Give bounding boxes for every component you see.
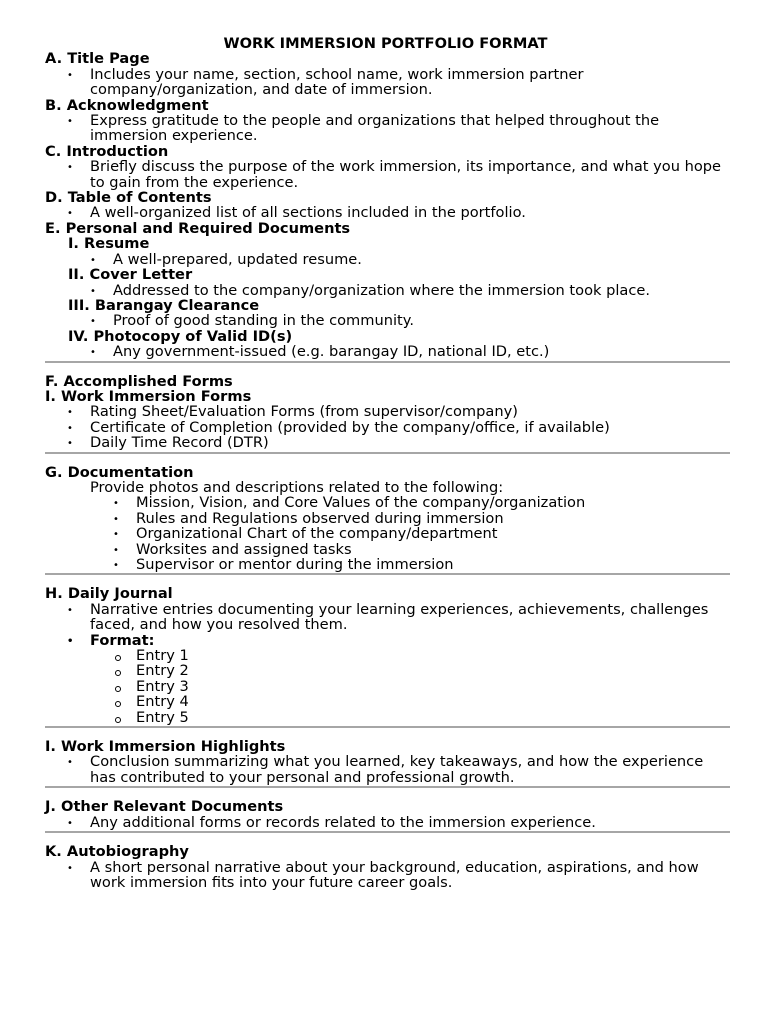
journal-entry: Entry 4: [45, 694, 724, 709]
section-b-list: [45, 113, 724, 144]
list-item: • Supervisor or mentor during the immersion: [45, 557, 724, 572]
section-divider: [45, 452, 730, 454]
section-a-list: [45, 67, 724, 98]
journal-entry: Entry 3: [45, 679, 724, 694]
section-divider: [45, 831, 730, 833]
list-item: • A well-organized list of all sections included in the portfolio.: [45, 205, 724, 220]
section-b-heading: B. Acknowledgment: [45, 96, 209, 114]
format-label: • Format:: [45, 633, 724, 648]
list-item: • Briefly discuss the purpose of the work immersion, its importance, and what you hope to gain from the experience.: [45, 159, 724, 190]
section-h-heading: H. Daily Journal: [45, 585, 173, 603]
section-divider: [45, 786, 730, 788]
list-item: • Rating Sheet/Evaluation Forms (from supervisor/company): [45, 404, 724, 419]
journal-entry: Entry 2: [45, 663, 724, 678]
section-e-sub-heading: III. Barangay Clearance: [68, 296, 260, 314]
section-g-intro: Provide photos and descriptions related to the following:: [90, 478, 504, 496]
list-item: • Addressed to the company/organization where the immersion took place.: [45, 283, 724, 298]
list-item: • Proof of good standing in the community.: [45, 313, 724, 328]
section-f-list: [45, 404, 724, 450]
journal-entries-list: [45, 648, 724, 725]
list-item: • Mission, Vision, and Core Values of the company/organization: [45, 495, 724, 510]
section-f-sub-heading: I. Work Immersion Forms: [45, 387, 252, 405]
section-e-sub-list: [45, 283, 724, 298]
document-title: WORK IMMERSION PORTFOLIO FORMAT: [223, 35, 548, 52]
section-i-heading: I. Work Immersion Highlights: [45, 738, 286, 756]
section-c-list: [45, 159, 724, 190]
list-item: • Narrative entries documenting your learning experiences, achievements, challenges faced, and how you resolved them.: [45, 602, 724, 633]
section-a-heading: A. Title Page: [45, 50, 150, 68]
list-item: • Worksites and assigned tasks: [45, 542, 724, 557]
section-f-heading: F. Accomplished Forms: [45, 372, 233, 390]
list-item: • Express gratitude to the people and organizations that helped throughout the immersion experience.: [45, 113, 724, 144]
journal-entry: Entry 5: [45, 710, 724, 725]
section-d-list: [45, 205, 724, 220]
section-e-heading: E. Personal and Required Documents: [45, 219, 351, 237]
section-e-sub-list: [45, 313, 724, 328]
section-divider: [45, 726, 730, 728]
section-j-list: [45, 815, 724, 830]
list-item: • Daily Time Record (DTR): [45, 435, 724, 450]
list-item: • Includes your name, section, school name, work immersion partner company/organization, and date of immersion.: [45, 67, 724, 98]
section-divider: [45, 361, 730, 363]
section-j-heading: J. Other Relevant Documents: [45, 798, 284, 816]
list-item: • A short personal narrative about your background, education, aspirations, and how work immersion fits into your future career goals.: [45, 860, 724, 891]
section-c-heading: C. Introduction: [45, 142, 169, 160]
section-h-list: [45, 602, 724, 648]
section-e-sub-heading: I. Resume: [68, 235, 150, 253]
list-item: • A well-prepared, updated resume.: [45, 252, 724, 267]
section-i-list: [45, 754, 724, 785]
section-k-list: [45, 860, 724, 891]
section-e-sub-heading: II. Cover Letter: [68, 266, 193, 284]
list-item: • Any additional forms or records related to the immersion experience.: [45, 815, 724, 830]
section-e-sub-heading: IV. Photocopy of Valid ID(s): [68, 327, 293, 345]
list-item: • Organizational Chart of the company/department: [45, 526, 724, 541]
journal-entry: Entry 1: [45, 648, 724, 663]
section-e-sub-list: [45, 344, 724, 359]
section-e-sub-list: [45, 252, 724, 267]
section-g-list: [45, 495, 724, 572]
list-item: • Any government-issued (e.g. barangay ID, national ID, etc.): [45, 344, 724, 359]
section-d-heading: D. Table of Contents: [45, 189, 212, 207]
section-g-heading: G. Documentation: [45, 463, 194, 481]
section-k-heading: K. Autobiography: [45, 843, 189, 861]
list-item: • Certificate of Completion (provided by the company/office, if available): [45, 420, 724, 435]
list-item: • Conclusion summarizing what you learned, key takeaways, and how the experience has contributed to your personal and professional growth.: [45, 754, 724, 785]
section-divider: [45, 573, 730, 575]
list-item: • Rules and Regulations observed during immersion: [45, 511, 724, 526]
